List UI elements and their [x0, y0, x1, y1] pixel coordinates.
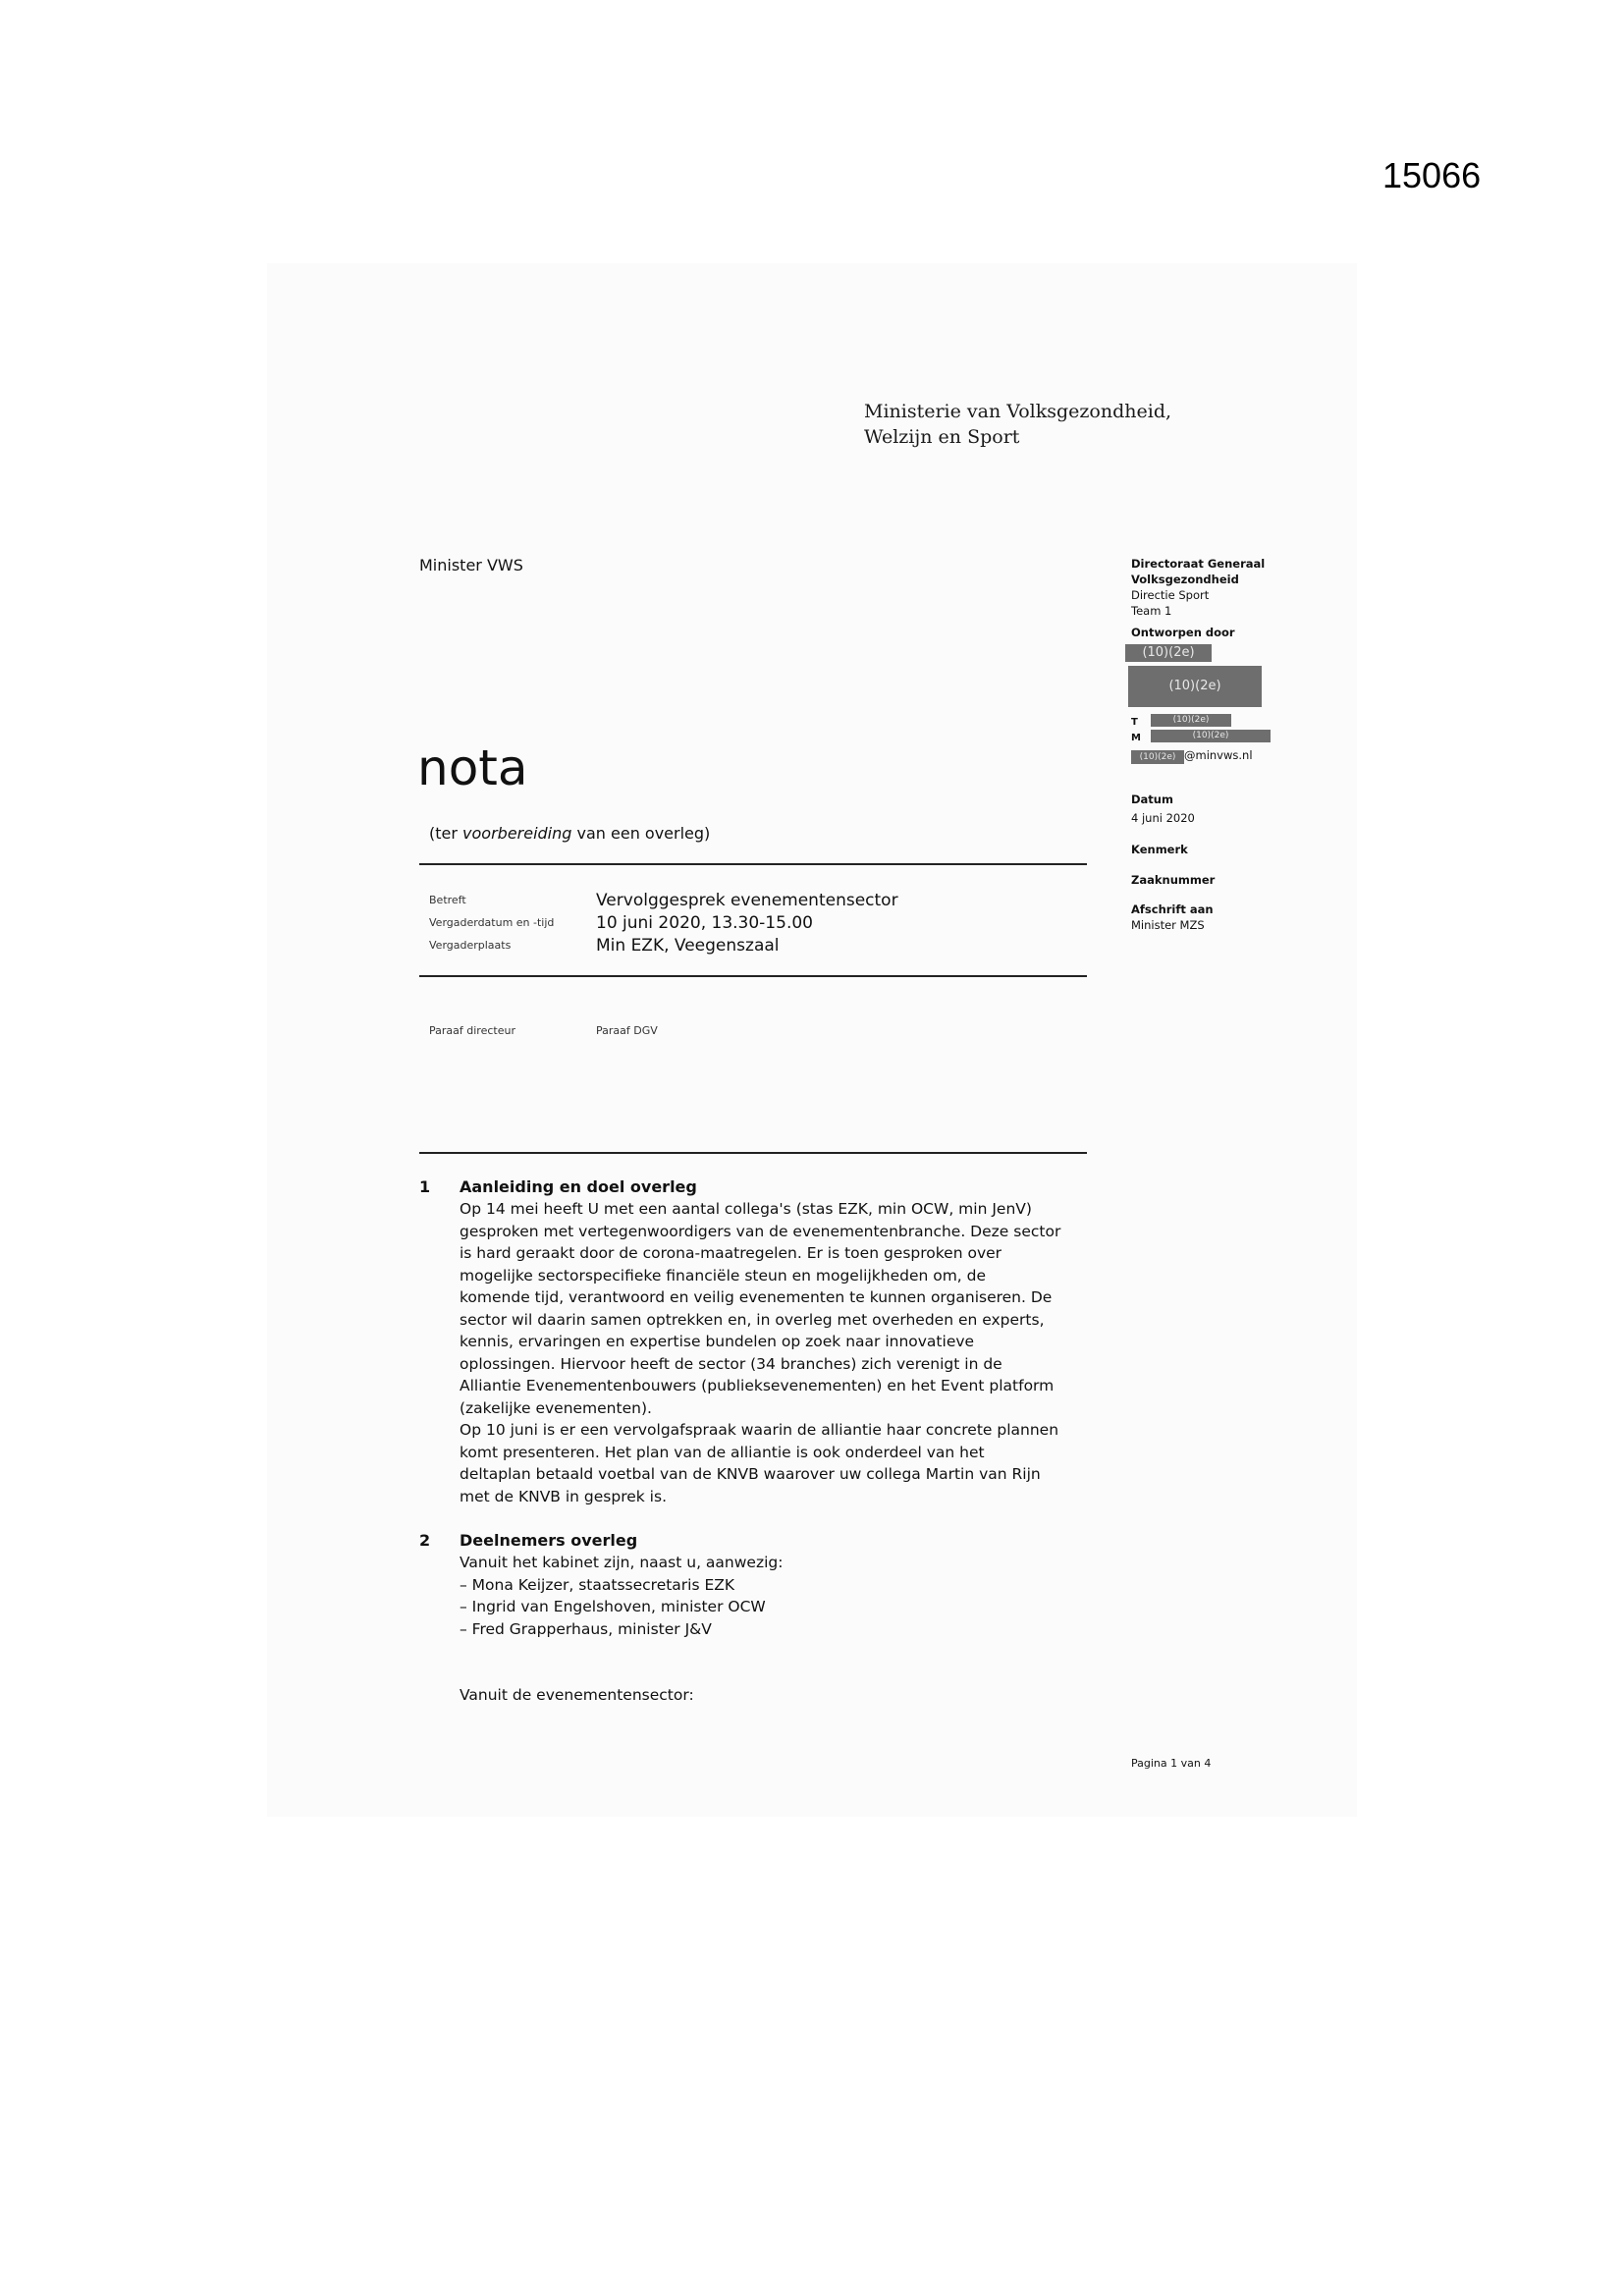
- redacted-contact: [1131, 644, 1327, 752]
- copy-to-block: [1131, 902, 1214, 933]
- meeting-details: [429, 889, 898, 957]
- paragraph-line: komende tijd, verantwoord en veilig evenementen te kunnen organiseren. De: [460, 1288, 1053, 1306]
- redaction-box: (10)(2e): [1131, 750, 1184, 764]
- paragraph-line: Vanuit het kabinet zijn, naast u, aanwezig:: [460, 1554, 784, 1571]
- redaction-box: (10)(2e): [1125, 644, 1212, 662]
- paragraph-line: Alliantie Evenementenbouwers (publieksevenementen) en het Event platform: [460, 1377, 1055, 1394]
- section-title: Deelnemers overleg: [460, 1531, 638, 1550]
- meta-label: Vergaderdatum en -tijd: [429, 916, 555, 929]
- redaction-box: (10)(2e): [1128, 666, 1262, 707]
- meta-value: 10 juni 2020, 13.30-15.00: [596, 912, 813, 933]
- logo-line-1: Ministerie van Volksgezondheid,: [864, 401, 1172, 422]
- meta-row-datetime: [429, 911, 898, 934]
- document-number: 15066: [1382, 155, 1482, 195]
- section-number: 2: [419, 1531, 431, 1550]
- paragraph-line: komt presenteren. Het plan van de alliantie is ook onderdeel van het: [460, 1443, 985, 1461]
- list-item: – Ingrid van Engelshoven, minister OCW: [460, 1598, 766, 1615]
- meta-label: Betreft: [429, 894, 466, 906]
- meta-row-location: [429, 934, 898, 957]
- paragraph-line: Vanuit de evenementensector:: [460, 1686, 694, 1704]
- paragraph-line: Op 14 mei heeft U met een aantal collega's (stas EZK, min OCW, min JenV): [460, 1200, 1032, 1218]
- redaction-box: (10)(2e): [1151, 714, 1231, 727]
- paragraph-line: kennis, ervaringen en expertise bundelen op zoek naar innovatieve: [460, 1333, 975, 1350]
- copy-to-value: Minister MZS: [1131, 918, 1205, 932]
- divider: [419, 1152, 1087, 1154]
- copy-to-label: Afschrift aan: [1131, 902, 1214, 916]
- paragraph-line: deltaplan betaald voetbal van de KNVB waarover uw collega Martin van Rijn: [460, 1465, 1041, 1483]
- section-heading: [419, 1176, 1146, 1198]
- department: Directie Sport: [1131, 588, 1210, 602]
- paraaf-directeur: Paraaf directeur: [429, 1024, 515, 1037]
- addressee: Minister VWS: [419, 556, 523, 574]
- paragraph-line: mogelijke sectorspecifieke financiële steun en mogelijkheden om, de: [460, 1266, 987, 1285]
- phone-label: T: [1131, 717, 1138, 728]
- designed-by-label: Ontworpen door: [1131, 626, 1235, 639]
- date-label: Datum: [1131, 793, 1173, 806]
- mobile-label: M: [1131, 733, 1141, 743]
- meta-value: Min EZK, Veegenszaal: [596, 935, 780, 956]
- participant-list: [460, 1574, 1146, 1641]
- ministry-logotype: [864, 399, 1171, 450]
- email-suffix: @minvws.nl: [1184, 748, 1253, 762]
- email-line: [1131, 747, 1253, 764]
- redaction-box: (10)(2e): [1151, 730, 1271, 742]
- meta-label: Vergaderplaats: [429, 939, 512, 952]
- divider: [419, 863, 1087, 865]
- paraaf-dgv: Paraaf DGV: [596, 1024, 658, 1037]
- section-2: [419, 1530, 1146, 1707]
- document-subtitle: [429, 824, 710, 843]
- section-number: 1: [419, 1177, 431, 1196]
- org-line-2: Volksgezondheid: [1131, 573, 1239, 586]
- subtitle-close: van een overleg): [571, 824, 711, 843]
- section-heading: [419, 1530, 1146, 1552]
- paragraph-line: (zakelijke evenementen).: [460, 1398, 652, 1417]
- logo-line-2: Welzijn en Sport: [864, 426, 1020, 448]
- document-title: nota: [417, 739, 528, 796]
- date-value: 4 juni 2020: [1131, 811, 1195, 825]
- section-body: [460, 1198, 1146, 1507]
- paragraph-line: oplossingen. Hiervoor heeft de sector (34 branches) zich verenigt in de: [460, 1354, 1002, 1373]
- team: Team 1: [1131, 604, 1172, 618]
- meta-value: Vervolggesprek evenementensector: [596, 890, 898, 910]
- paragraph-line: is hard geraakt door de corona-maatregelen. Er is toen gesproken over: [460, 1244, 1002, 1262]
- divider: [419, 975, 1087, 977]
- paragraph-line: met de KNVB in gesprek is.: [460, 1487, 667, 1505]
- org-line-1: Directoraat Generaal: [1131, 557, 1266, 571]
- paragraph-line: sector wil daarin samen optrekken en, in overleg met overheden en experts,: [460, 1310, 1045, 1329]
- section-body: [460, 1552, 1146, 1707]
- meta-row-subject: [429, 889, 898, 911]
- subtitle-italic: voorbereiding: [462, 824, 572, 843]
- date-block: [1131, 792, 1195, 826]
- list-item: – Mona Keijzer, staatssecretaris EZK: [460, 1575, 735, 1594]
- list-item: – Fred Grapperhaus, minister J&V: [460, 1619, 712, 1638]
- paragraph-line: gesproken met vertegenwoordigers van de evenementenbranche. Deze sector: [460, 1222, 1061, 1240]
- section-1: [419, 1176, 1146, 1507]
- reference-label: Kenmerk: [1131, 843, 1188, 856]
- case-number-label: Zaaknummer: [1131, 873, 1216, 887]
- section-title: Aanleiding en doel overleg: [460, 1177, 697, 1196]
- sidebar-colophon: [1131, 556, 1327, 932]
- paragraph-line: Op 10 juni is er een vervolgafspraak waarin de alliantie haar concrete plannen: [460, 1421, 1059, 1439]
- subtitle-open: (ter: [429, 824, 463, 843]
- page-footer: Pagina 1 van 4: [1131, 1757, 1212, 1770]
